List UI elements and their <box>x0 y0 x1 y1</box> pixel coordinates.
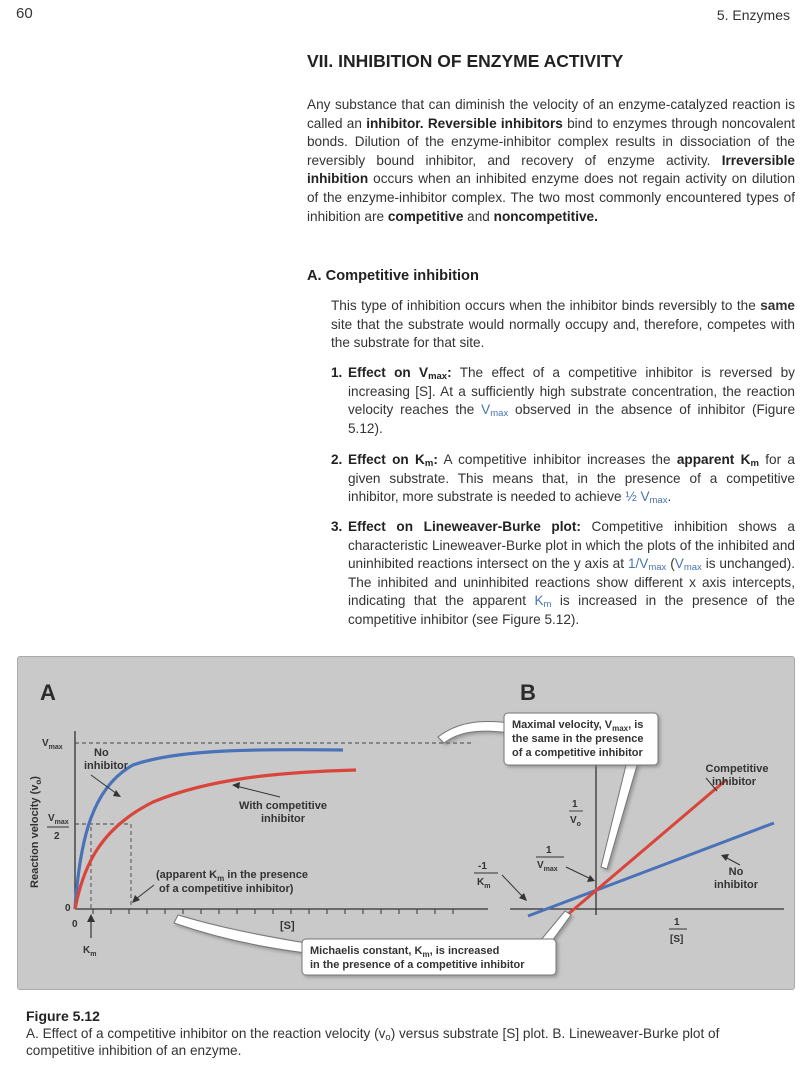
list-item-lineweaver-burke: 3. Effect on Lineweaver-Burke plot: Competitive inhibition shows a characteristic Lineweaver-Burke plot in which the plots of the inhibited and uninhibited reactions intersect on the y axis at $1/V_{max}$ ($V_{max}$ is unchanged). The inhibited and uninhibited reactions show different x axis intercepts, indicating that the apparent $K_m$ is increased in the presence of the competitive inhibitor (see Figure 5.12). <box>331 519 796 627</box>
km-arrow-head <box>87 914 95 922</box>
callout-vmax-arrow-2 <box>601 755 640 869</box>
one-over-vmax-pointer-head <box>587 875 595 882</box>
list-number: 3. <box>331 519 343 534</box>
origin-label-a: 0 <box>65 903 71 914</box>
no-inhibitor-pointer-b-head <box>721 854 729 861</box>
one-over-vo-denominator: $V_o$ <box>570 815 581 828</box>
callout-km-arrow-2 <box>540 911 571 941</box>
no-inhibitor-label-b: No inhibitor <box>714 866 758 891</box>
no-inhibitor-label-a: No inhibitor <box>84 747 128 772</box>
list-number: 1. <box>331 365 343 380</box>
callout-vmax-text: Maximal velocity, $V_{max}$, is the same in the presence of a competitive inhibitor <box>512 719 644 759</box>
neg-one-over-km-denominator: $K_m$ <box>477 877 491 890</box>
one-over-vmax-pointer <box>566 867 591 879</box>
list-number: 2. <box>331 452 343 467</box>
subsection-paragraph: This type of inhibition occurs when the inhibitor binds reversibly to the same site that the substrate would normally occupy and, therefore, competes with the substrate for that site. <box>331 298 795 351</box>
half-vmax-denominator: 2 <box>54 831 60 842</box>
half-vmax-label-a: $V_{max}$ <box>48 813 69 826</box>
with-competitive-pointer-head <box>232 782 240 789</box>
x-axis-ticks-a <box>93 909 453 914</box>
vmax-label-a: $V_{max}$ <box>42 738 63 751</box>
one-over-s-denominator: [S] <box>670 934 684 945</box>
page-number: 60 <box>16 5 33 22</box>
competitive-inhibitor-label-b: Competitive inhibitor <box>705 763 769 788</box>
apparent-km-pointer <box>136 885 154 899</box>
running-head: 5. Enzymes <box>716 7 790 23</box>
list-item-km: 2. Effect on $K_m$: A competitive inhibitor increases the apparent $K_m$ for a given substrate. This means that, in the presence of a competitive inhibitor, more substrate is needed to achieve ½ $V_{max}$. <box>331 452 795 507</box>
one-over-vmax-numerator: 1 <box>546 845 552 856</box>
y-axis-label-a: Reaction velocity $(v_o)$ <box>29 776 43 888</box>
s-axis-label-a: [S] <box>280 920 295 932</box>
subsection-heading: A. Competitive inhibition <box>307 268 479 284</box>
callout-km-text: Michaelis constant, $K_m$, is increased in the presence of a competitive inhibitor <box>310 945 525 971</box>
callout-vmax-arrow <box>438 722 510 743</box>
with-competitive-pointer <box>236 786 280 797</box>
figure-svg <box>18 657 794 989</box>
panel-b-label: B <box>520 680 536 705</box>
intro-paragraph: Any substance that can diminish the velocity of an enzyme-catalyzed reaction is called an inhibitor. Reversible inhibitors bind to enzymes through noncovalent bonds. Dilution of the enzyme-inhibitor complex results in dissociation of the reversibly bound inhibitor, and recovery of enzyme activity. Irreversible inhibition occurs when an inhibited enzyme does not regain activity on dilution of the enzyme-inhibitor complex. The two most commonly encountered types of inhibition are competitive and noncompetitive. <box>307 97 796 224</box>
with-competitive-label: With competitive inhibitor <box>239 800 327 825</box>
apparent-km-label: (apparent $K_m$ in the presence of a competitive inhibitor) <box>156 869 309 895</box>
one-over-vo-numerator: 1 <box>572 799 578 810</box>
section-heading: VII. INHIBITION OF ENZYME ACTIVITY <box>307 51 624 71</box>
panel-a-label: A <box>40 680 56 705</box>
km-label-a: $K_m$ <box>83 945 97 958</box>
x-origin-label-a: 0 <box>72 919 78 930</box>
figure-caption: A. Effect of a competitive inhibitor on the reaction velocity $(v_o)$ versus substrate [S] plot. B. Lineweaver-Burke plot of competitive inhibition of an enzyme. <box>26 1026 720 1058</box>
figure-title: Figure 5.12 <box>26 1008 100 1024</box>
neg-one-over-km-pointer <box>502 875 523 897</box>
list-item-vmax: 1. Effect on $V_{max}$: The effect of a competitive inhibitor is reversed by increasing [S]. At a sufficiently high substrate concentration, the reaction velocity reaches the $V_{max}$ observed in the absence of inhibitor (Figure 5.12). <box>331 365 796 436</box>
one-over-s-numerator: 1 <box>674 917 680 928</box>
neg-one-over-km-numerator: -1 <box>478 861 487 872</box>
no-inhibitor-pointer-b <box>725 857 740 865</box>
line-competitive-inhibitor <box>566 780 726 916</box>
figure-panel <box>17 656 795 990</box>
one-over-vmax-denominator: $V_{max}$ <box>537 860 558 873</box>
no-inhibitor-pointer-head <box>113 790 121 797</box>
